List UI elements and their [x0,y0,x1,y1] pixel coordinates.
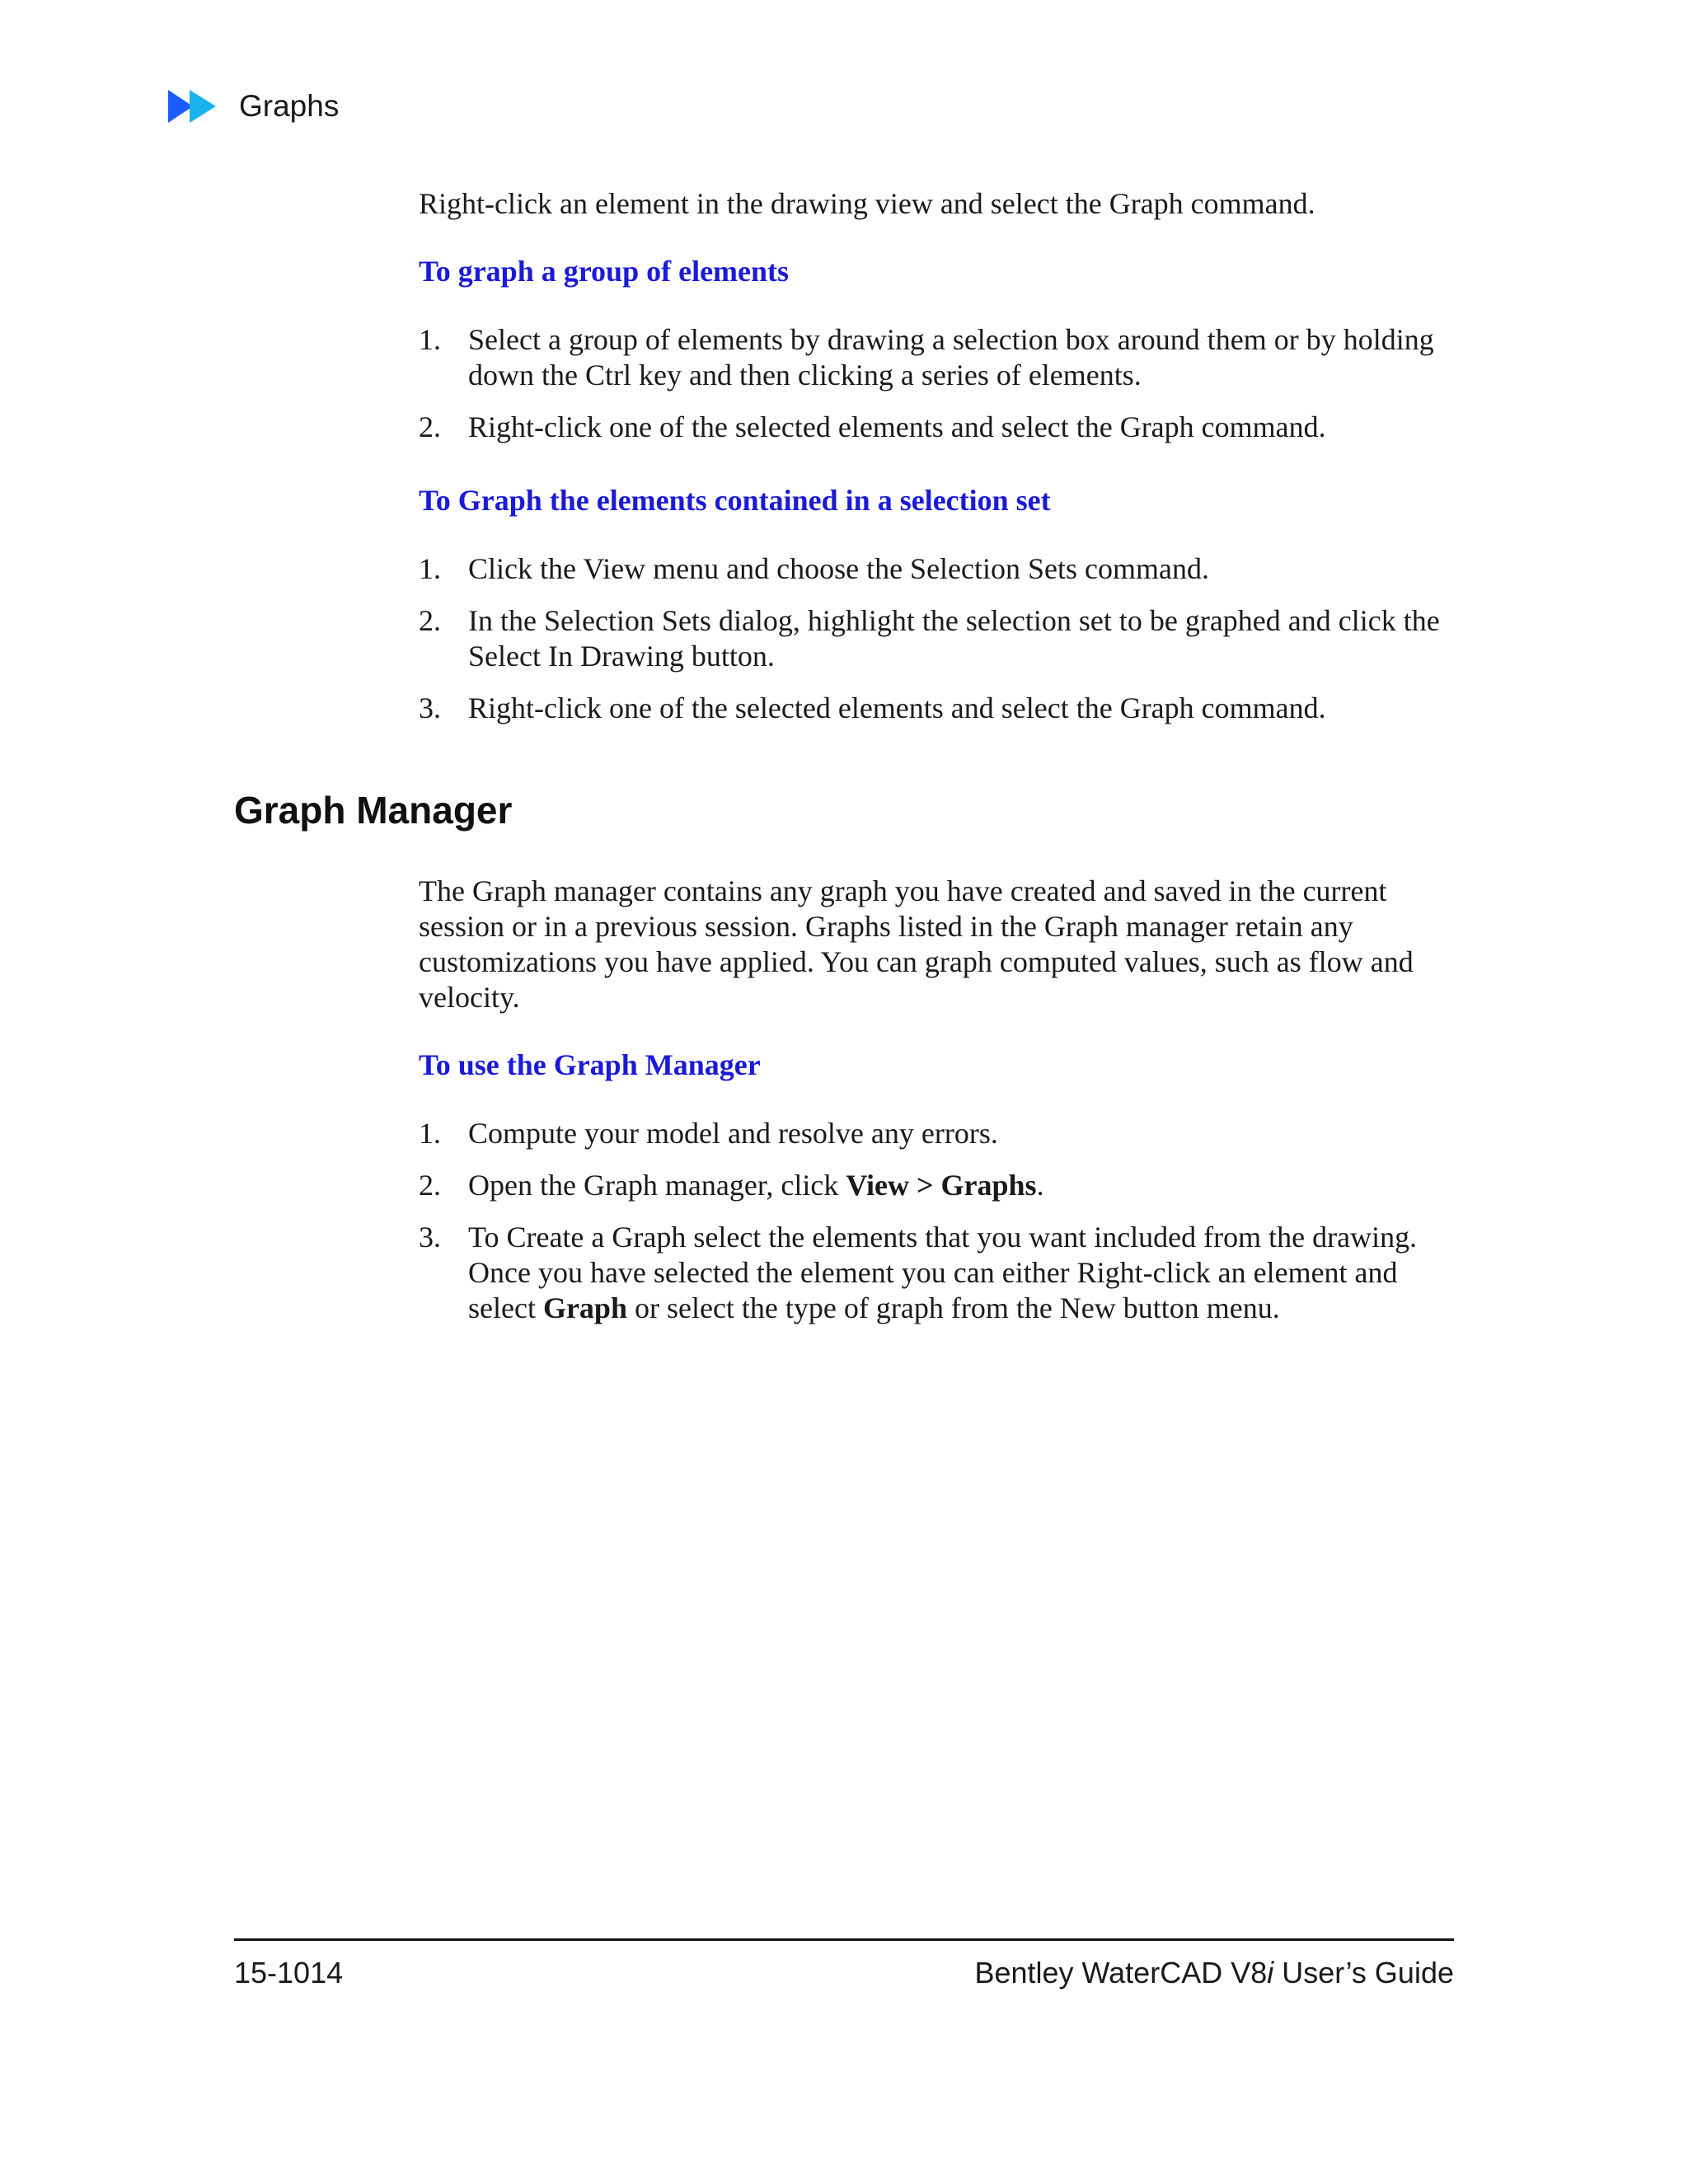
guide-title-italic: i [1267,1956,1274,1990]
step-text-before: Open the Graph manager, click [468,1169,846,1202]
procedure-heading-group: To graph a group of elements [419,255,790,288]
step-text-after: or select the type of graph from the New button menu. [626,1291,1280,1324]
list-item [419,1116,1461,1151]
list-item [419,1220,1461,1326]
step-number: 1. [419,1117,441,1150]
step-text: In the Selection Sets dialog, highlight the selection set to be graphed and click the Select In Drawing button. [468,604,1440,673]
step-number: 1. [419,552,441,585]
guide-title-before: Bentley WaterCAD V8 [974,1956,1268,1990]
procedure-selection-set-steps [419,551,1461,726]
procedure-group-steps [419,322,1461,445]
footer-divider [234,1938,1454,1941]
step-text: Select a group of elements by drawing a selection box around them or by holding down the Ctrl key and then clicking a series of elements. [468,323,1434,391]
page-header [168,86,339,127]
step-number: 1. [419,323,441,356]
procedure-heading-selection-set: To Graph the elements contained in a selection set [419,484,1051,517]
menu-path: View > Graphs [846,1169,1037,1202]
step-text [468,1221,1417,1324]
section-heading-graph-manager: Graph Manager [234,789,513,832]
graph-manager-description: The Graph manager contains any graph you have created and saved in the current session or in a previous session. Graphs listed in the Graph manager retain any customizations you have applied. You can graph computed values, such as flow and velocity. [419,874,1414,1014]
list-item [419,322,1461,393]
list-item [419,551,1461,587]
page-number: 15-1014 [234,1956,344,1990]
graph-manager-block [419,874,1461,1326]
step-number: 3. [419,1221,441,1254]
step-number: 2. [419,410,441,443]
step-text: Right-click one of the selected elements and select the Graph command. [468,410,1326,443]
step-number: 3. [419,691,441,724]
procedure-heading-graph-manager: To use the Graph Manager [419,1048,761,1081]
step-number: 2. [419,604,441,637]
step-text-before: To Create a Graph select the elements that you want included from the drawing. Once you have selected the element you can either Right-click an element and select [468,1221,1418,1324]
intro-paragraph: Right-click an element in the drawing view and select the Graph command. [419,187,1315,220]
step-text: Compute your model and resolve any errors. [468,1117,998,1150]
list-item [419,1168,1461,1203]
guide-title-after: User’s Guide [1273,1956,1454,1990]
step-text: Click the View menu and choose the Selection Sets command. [468,552,1209,585]
guide-title [974,1955,1454,1991]
procedures-block [419,186,1461,726]
list-item [419,603,1461,674]
step-text-after: . [1036,1169,1044,1202]
list-item [419,691,1461,726]
step-text [468,1169,1044,1202]
double-chevron-icon [168,88,221,124]
chapter-title: Graphs [239,89,340,123]
step-number: 2. [419,1169,441,1202]
step-text: Right-click one of the selected elements and select the Graph command. [468,691,1326,724]
list-item [419,410,1461,445]
command-name: Graph [542,1291,627,1324]
procedure-graph-manager-steps [419,1116,1461,1326]
